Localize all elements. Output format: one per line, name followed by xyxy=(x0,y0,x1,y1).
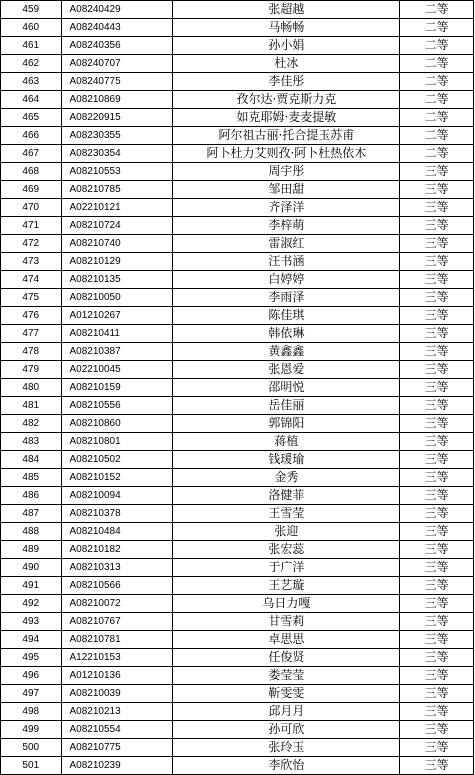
award-level-cell: 三等 xyxy=(400,325,474,343)
award-level-cell: 二等 xyxy=(400,109,474,127)
row-number-cell: 491 xyxy=(1,577,62,595)
student-name-cell: 张宏蕊 xyxy=(173,541,400,559)
student-id-cell: A08210566 xyxy=(61,577,173,595)
award-level-cell: 二等 xyxy=(400,37,474,55)
student-name-cell: 洛健菲 xyxy=(173,487,400,505)
award-level-cell: 二等 xyxy=(400,55,474,73)
student-id-cell: A08210313 xyxy=(61,559,173,577)
row-number-cell: 465 xyxy=(1,109,62,127)
row-number-cell: 493 xyxy=(1,613,62,631)
table-row xyxy=(1,145,474,163)
student-id-cell: A08240707 xyxy=(61,55,173,73)
award-level-cell: 三等 xyxy=(400,397,474,415)
award-level-cell: 三等 xyxy=(400,649,474,667)
student-name-cell: 陈佳琪 xyxy=(173,307,400,325)
student-id-cell: A08210724 xyxy=(61,217,173,235)
student-id-cell: A08210387 xyxy=(61,343,173,361)
student-name-cell: 齐泽洋 xyxy=(173,199,400,217)
table-row xyxy=(1,289,474,307)
award-level-cell: 三等 xyxy=(400,433,474,451)
student-id-cell: A08210869 xyxy=(61,91,173,109)
row-number-cell: 469 xyxy=(1,181,62,199)
award-level-cell: 三等 xyxy=(400,559,474,577)
student-id-cell: A08210781 xyxy=(61,631,173,649)
award-level-cell: 二等 xyxy=(400,19,474,37)
student-id-cell: A08240429 xyxy=(61,1,173,19)
table-row xyxy=(1,487,474,505)
row-number-cell: 474 xyxy=(1,271,62,289)
student-id-cell: A08210502 xyxy=(61,451,173,469)
student-id-cell: A12210153 xyxy=(61,649,173,667)
table-row xyxy=(1,307,474,325)
award-level-cell: 三等 xyxy=(400,415,474,433)
row-number-cell: 479 xyxy=(1,361,62,379)
award-level-cell: 三等 xyxy=(400,541,474,559)
award-level-cell: 三等 xyxy=(400,379,474,397)
student-name-cell: 金秀 xyxy=(173,469,400,487)
award-level-cell: 三等 xyxy=(400,343,474,361)
row-number-cell: 482 xyxy=(1,415,62,433)
student-id-cell: A08210554 xyxy=(61,721,173,739)
student-id-cell: A08210767 xyxy=(61,613,173,631)
award-level-cell: 三等 xyxy=(400,613,474,631)
student-name-cell: 张玲玉 xyxy=(173,739,400,757)
student-id-cell: A08210553 xyxy=(61,163,173,181)
award-level-cell: 二等 xyxy=(400,1,474,19)
table-row xyxy=(1,253,474,271)
table-row xyxy=(1,1,474,19)
row-number-cell: 484 xyxy=(1,451,62,469)
student-id-cell: A08210072 xyxy=(61,595,173,613)
student-name-cell: 孙可欣 xyxy=(173,721,400,739)
row-number-cell: 496 xyxy=(1,667,62,685)
row-number-cell: 462 xyxy=(1,55,62,73)
row-number-cell: 476 xyxy=(1,307,62,325)
award-level-cell: 二等 xyxy=(400,91,474,109)
row-number-cell: 473 xyxy=(1,253,62,271)
table-row xyxy=(1,325,474,343)
table-row xyxy=(1,631,474,649)
table-row xyxy=(1,397,474,415)
row-number-cell: 460 xyxy=(1,19,62,37)
student-id-cell: A08240356 xyxy=(61,37,173,55)
student-id-cell: A08210039 xyxy=(61,685,173,703)
row-number-cell: 488 xyxy=(1,523,62,541)
table-row xyxy=(1,613,474,631)
table-row xyxy=(1,523,474,541)
student-id-cell: A08210050 xyxy=(61,289,173,307)
table-row xyxy=(1,577,474,595)
row-number-cell: 471 xyxy=(1,217,62,235)
row-number-cell: 480 xyxy=(1,379,62,397)
student-id-cell: A08240775 xyxy=(61,73,173,91)
student-id-cell: A08230354 xyxy=(61,145,173,163)
award-level-cell: 二等 xyxy=(400,145,474,163)
row-number-cell: 494 xyxy=(1,631,62,649)
table-row xyxy=(1,595,474,613)
student-name-cell: 王艺璇 xyxy=(173,577,400,595)
award-level-cell: 二等 xyxy=(400,73,474,91)
row-number-cell: 461 xyxy=(1,37,62,55)
table-row xyxy=(1,415,474,433)
row-number-cell: 477 xyxy=(1,325,62,343)
row-number-cell: 483 xyxy=(1,433,62,451)
student-name-cell: 孙小娟 xyxy=(173,37,400,55)
student-name-cell: 阿卜杜力艾则孜·阿卜杜热依木 xyxy=(173,145,400,163)
award-level-cell: 三等 xyxy=(400,685,474,703)
student-name-cell: 李雨泽 xyxy=(173,289,400,307)
award-level-cell: 三等 xyxy=(400,181,474,199)
student-id-cell: A08210775 xyxy=(61,739,173,757)
award-level-cell: 三等 xyxy=(400,487,474,505)
student-id-cell: A08210239 xyxy=(61,757,173,775)
row-number-cell: 467 xyxy=(1,145,62,163)
student-id-cell: A08210484 xyxy=(61,523,173,541)
table-row xyxy=(1,217,474,235)
row-number-cell: 485 xyxy=(1,469,62,487)
table-row xyxy=(1,667,474,685)
award-level-cell: 三等 xyxy=(400,253,474,271)
student-id-cell: A08210152 xyxy=(61,469,173,487)
row-number-cell: 498 xyxy=(1,703,62,721)
row-number-cell: 470 xyxy=(1,199,62,217)
student-id-cell: A08240443 xyxy=(61,19,173,37)
student-name-cell: 邹田甜 xyxy=(173,181,400,199)
award-level-cell: 三等 xyxy=(400,721,474,739)
student-id-cell: A01210136 xyxy=(61,667,173,685)
award-level-cell: 三等 xyxy=(400,217,474,235)
student-id-cell: A08210785 xyxy=(61,181,173,199)
table-row xyxy=(1,55,474,73)
student-name-cell: 张恩爱 xyxy=(173,361,400,379)
table-row xyxy=(1,361,474,379)
student-name-cell: 甘雪莉 xyxy=(173,613,400,631)
row-number-cell: 495 xyxy=(1,649,62,667)
award-level-cell: 三等 xyxy=(400,667,474,685)
student-name-cell: 岳佳丽 xyxy=(173,397,400,415)
award-level-cell: 三等 xyxy=(400,289,474,307)
student-id-cell: A08210182 xyxy=(61,541,173,559)
table-row xyxy=(1,91,474,109)
award-level-cell: 三等 xyxy=(400,757,474,775)
student-id-cell: A02210045 xyxy=(61,361,173,379)
student-name-cell: 韩依琳 xyxy=(173,325,400,343)
student-name-cell: 杜冰 xyxy=(173,55,400,73)
student-name-cell: 邱月月 xyxy=(173,703,400,721)
student-name-cell: 乌日力嘎 xyxy=(173,595,400,613)
table-row xyxy=(1,19,474,37)
table-row xyxy=(1,685,474,703)
student-name-cell: 张超越 xyxy=(173,1,400,19)
award-level-cell: 三等 xyxy=(400,361,474,379)
student-id-cell: A08230355 xyxy=(61,127,173,145)
row-number-cell: 464 xyxy=(1,91,62,109)
row-number-cell: 497 xyxy=(1,685,62,703)
student-name-cell: 蒋植 xyxy=(173,433,400,451)
row-number-cell: 466 xyxy=(1,127,62,145)
table-row xyxy=(1,73,474,91)
table-body xyxy=(1,1,474,775)
student-name-cell: 孜尔达·贾克斯力克 xyxy=(173,91,400,109)
student-id-cell: A08210159 xyxy=(61,379,173,397)
award-level-cell: 三等 xyxy=(400,595,474,613)
student-name-cell: 邵明悦 xyxy=(173,379,400,397)
award-level-cell: 三等 xyxy=(400,451,474,469)
award-level-cell: 三等 xyxy=(400,307,474,325)
row-number-cell: 499 xyxy=(1,721,62,739)
student-name-cell: 王雪莹 xyxy=(173,505,400,523)
student-id-cell: A08210378 xyxy=(61,505,173,523)
award-level-cell: 三等 xyxy=(400,739,474,757)
award-level-cell: 三等 xyxy=(400,235,474,253)
award-level-cell: 三等 xyxy=(400,577,474,595)
table-row xyxy=(1,541,474,559)
student-name-cell: 阿尔祖古丽·托合提玉苏甫 xyxy=(173,127,400,145)
student-id-cell: A08210129 xyxy=(61,253,173,271)
row-number-cell: 463 xyxy=(1,73,62,91)
table-row xyxy=(1,505,474,523)
student-name-cell: 如克耶姆·麦麦提敏 xyxy=(173,109,400,127)
student-name-cell: 李佳彤 xyxy=(173,73,400,91)
table-row xyxy=(1,271,474,289)
row-number-cell: 468 xyxy=(1,163,62,181)
row-number-cell: 486 xyxy=(1,487,62,505)
student-id-cell: A08210801 xyxy=(61,433,173,451)
student-id-cell: A08210213 xyxy=(61,703,173,721)
row-number-cell: 475 xyxy=(1,289,62,307)
student-name-cell: 卓思思 xyxy=(173,631,400,649)
student-name-cell: 钱瑗瑜 xyxy=(173,451,400,469)
student-name-cell: 雷淑红 xyxy=(173,235,400,253)
table-row xyxy=(1,739,474,757)
table-row xyxy=(1,127,474,145)
student-name-cell: 马畅畅 xyxy=(173,19,400,37)
award-level-cell: 三等 xyxy=(400,469,474,487)
student-name-cell: 黄鑫鑫 xyxy=(173,343,400,361)
award-level-cell: 三等 xyxy=(400,163,474,181)
student-name-cell: 任俊贤 xyxy=(173,649,400,667)
award-level-cell: 三等 xyxy=(400,271,474,289)
student-name-cell: 靳雯雯 xyxy=(173,685,400,703)
table-row xyxy=(1,433,474,451)
award-level-cell: 三等 xyxy=(400,523,474,541)
table-row xyxy=(1,235,474,253)
student-name-cell: 李欣怡 xyxy=(173,757,400,775)
award-level-cell: 三等 xyxy=(400,631,474,649)
award-level-cell: 二等 xyxy=(400,127,474,145)
table-row xyxy=(1,181,474,199)
table-row xyxy=(1,163,474,181)
student-name-cell: 张迎 xyxy=(173,523,400,541)
student-name-cell: 李梓萌 xyxy=(173,217,400,235)
student-name-cell: 汪书涵 xyxy=(173,253,400,271)
award-level-cell: 三等 xyxy=(400,505,474,523)
award-level-cell: 三等 xyxy=(400,703,474,721)
row-number-cell: 472 xyxy=(1,235,62,253)
student-name-cell: 郭锦阳 xyxy=(173,415,400,433)
table-row xyxy=(1,469,474,487)
row-number-cell: 487 xyxy=(1,505,62,523)
student-id-cell: A08220915 xyxy=(61,109,173,127)
row-number-cell: 489 xyxy=(1,541,62,559)
student-name-cell: 于广洋 xyxy=(173,559,400,577)
table-row xyxy=(1,379,474,397)
table-row xyxy=(1,649,474,667)
row-number-cell: 481 xyxy=(1,397,62,415)
row-number-cell: 500 xyxy=(1,739,62,757)
award-level-cell: 三等 xyxy=(400,199,474,217)
row-number-cell: 490 xyxy=(1,559,62,577)
table-row xyxy=(1,37,474,55)
student-id-cell: A08210135 xyxy=(61,271,173,289)
student-name-cell: 周宇彤 xyxy=(173,163,400,181)
row-number-cell: 459 xyxy=(1,1,62,19)
row-number-cell: 492 xyxy=(1,595,62,613)
student-id-cell: A08210411 xyxy=(61,325,173,343)
table-row xyxy=(1,109,474,127)
student-id-cell: A08210094 xyxy=(61,487,173,505)
student-id-cell: A02210121 xyxy=(61,199,173,217)
student-id-cell: A08210740 xyxy=(61,235,173,253)
table-row xyxy=(1,757,474,775)
row-number-cell: 478 xyxy=(1,343,62,361)
row-number-cell: 501 xyxy=(1,757,62,775)
student-id-cell: A08210556 xyxy=(61,397,173,415)
student-name-cell: 白婷婷 xyxy=(173,271,400,289)
table-row xyxy=(1,703,474,721)
table-row xyxy=(1,721,474,739)
table-row xyxy=(1,199,474,217)
table-row xyxy=(1,343,474,361)
table-row xyxy=(1,451,474,469)
student-name-cell: 娄莹莹 xyxy=(173,667,400,685)
table-row xyxy=(1,559,474,577)
student-id-cell: A01210267 xyxy=(61,307,173,325)
student-id-cell: A08210860 xyxy=(61,415,173,433)
